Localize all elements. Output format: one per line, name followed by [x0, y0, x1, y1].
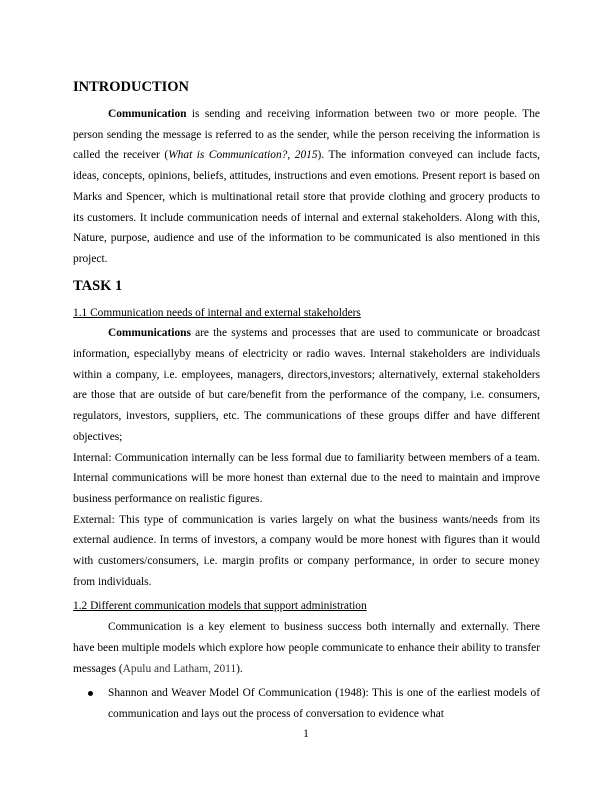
- bullet-icon: [88, 691, 93, 696]
- task1-heading: TASK 1: [73, 277, 123, 294]
- section-1-2-paragraph: Communication is a key element to business success both internally and externally. There have been multiple models which explore how people communicate to enhance their ability to transfer messages (Apulu and Latham, 2011).: [73, 621, 540, 675]
- section-1-1-paragraph: Communications are the systems and processes that are used to communicate or broadcast information, especiallyby means of electricity or radio waves. Internal stakeholders are individuals within a company, i.e. employees, managers, directors,investors; alternatively, external stakeholders are those that are outside of but care/benefit from the performance of the company, i.e. consumers, regulators, investors, suppliers, etc. The communications of these groups differ and have different objectives;: [73, 327, 540, 443]
- introduction-heading: INTRODUCTION: [73, 79, 190, 95]
- citation: What is Communication?, 2015: [168, 149, 318, 162]
- list-item: Shannon and Weaver Model Of Communication (1948): This is one of the earliest models of communication and lays out the process of conversation to evidence what: [73, 683, 540, 724]
- external-paragraph: External: This type of communication is varies largely on what the business wants/needs from its external audience. In terms of investors, a company would be more honest with figures than it would with customers/consumers, i.e. margin profits or company performance, in order to secure money from individuals.: [73, 513, 540, 588]
- citation: Apulu and Latham, 2011: [122, 662, 237, 675]
- communications-term: Communications: [108, 327, 191, 340]
- section-1-2-heading: 1.2 Different communication models that support administration: [73, 600, 367, 613]
- internal-paragraph: Internal: Communication internally can be less formal due to familiarity between members of a team. Internal communications will be more honest than external due to the need to maintain and improve business performance on realistic figures.: [73, 451, 540, 505]
- communication-term: Communication: [108, 108, 187, 120]
- page-content: [73, 76, 540, 725]
- section-1-1-heading: 1.1 Communication needs of internal and external stakeholders: [73, 306, 361, 319]
- page-number: 1: [303, 728, 309, 740]
- models-list: [73, 683, 540, 724]
- introduction-paragraph: Communication is sending and receiving information between two or more people. The person sending the message is referred to as the sender, while the person receiving the information is called the receiver (What is Communication?, 2015). The information conveyed can include facts, ideas, concepts, opinions, beliefs, attitudes, instructions and even emotions. Present report is based on Marks and Spencer, which is multinational retail store that provide clothing and grocery products to its customers. It include communication needs of internal and external stakeholders. Along with this, Nature, purpose, audience and use of the information to be communicated is also mentioned in this project.: [73, 108, 540, 265]
